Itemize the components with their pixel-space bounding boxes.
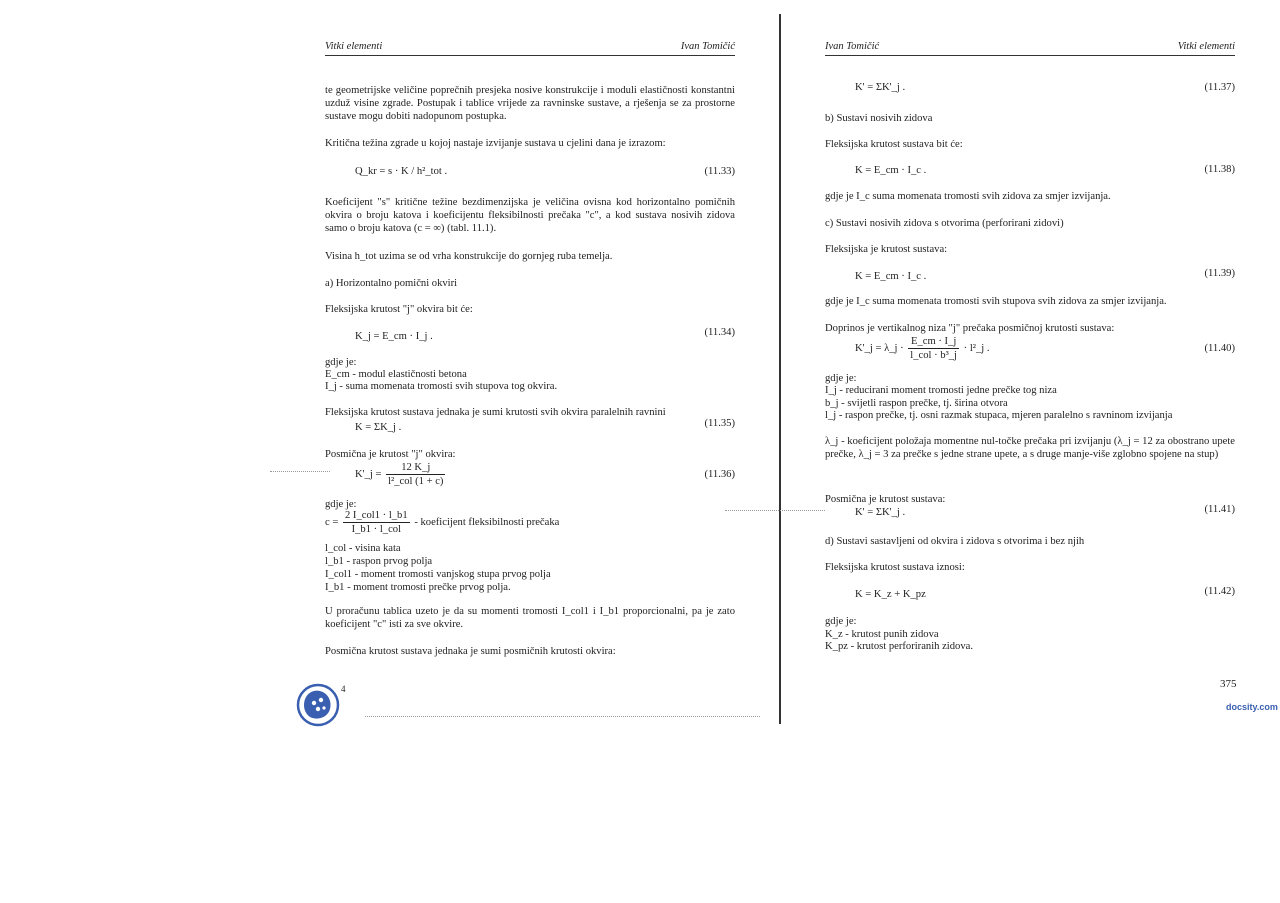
left-header-title: Vitki elementi [325,41,383,52]
equation-11-40-denominator: l_col · b³_j [910,350,958,361]
equation-number-11-36: (11.36) [704,469,735,480]
equation-11-37: K' = ΣK'_j . [855,82,906,93]
left-paragraph-4: Visina h_tot uzima se od vrha konstrukcije do gornjeg ruba temelja. [325,251,613,262]
equation-11-40-tail: · l²_j . [963,342,990,354]
definition-ecm: E_cm - modul elastičnosti betona [325,369,467,380]
equation-11-36-lhs: K'_j = [355,468,382,480]
section-heading-a: a) Horizontalno pomični okviri [325,278,458,289]
definition-ib1: I_b1 - moment tromosti prečke prvog polja. [325,582,511,593]
equation-11-41: K' = ΣK'_j . [855,507,906,518]
scan-dotted-trace [725,510,825,511]
left-paragraph-5: Fleksijska krutost "j" okvira bit će: [325,304,473,315]
equation-number-11-39: (11.39) [1204,268,1235,279]
equation-11-34: K_j = E_cm · I_j . [355,331,433,342]
where-label: gdje je: [325,357,357,368]
equation-number-11-37: (11.37) [1204,82,1235,93]
page-number: 375 [1220,678,1237,690]
right-paragraph-2: gdje je I_c suma momenata tromosti svih zidova za smjer izvijanja. [825,191,1111,202]
right-paragraph-5: Doprinos je vertikalnog niza "j" prečaka posmičnoj krutosti sustava: [825,323,1115,334]
coefficient-c-denominator: I_b1 · l_col [351,524,402,535]
left-paragraph-7: Posmična je krutost "j" okvira: [325,449,456,460]
coefficient-c-description: - koeficijent fleksibilnosti prečaka [414,516,560,528]
definition-icol1: I_col1 - moment tromosti vanjskog stupa prvog polja [325,569,551,580]
right-header-author: Ivan Tomičić [825,41,880,52]
scan-dotted-trace [270,471,330,472]
definition-lj: l_j - raspon prečke, tj. osni razmak stupaca, mjeren paralelno s ravninom izvijanja [825,410,1173,421]
where-label-right-2: gdje je: [825,616,857,627]
equation-number-11-34: (11.34) [704,327,735,338]
section-heading-b: b) Sustavi nosivih zidova [825,113,933,124]
equation-11-38: K = E_cm · I_c . [855,165,927,176]
definition-ij: I_j - suma momenata tromosti svih stupova tog okvira. [325,381,558,392]
left-page [325,40,735,657]
page-gutter [779,14,781,724]
where-label-right: gdje je: [825,373,857,384]
equation-number-11-33: (11.33) [704,166,735,177]
left-paragraph-8: U proračunu tablica uzeto je da su momenti tromosti I_col1 i I_b1 proporcionalni, pa je zato koeficijent "c" isti za sve okvire. [325,606,735,630]
equation-number-11-35: (11.35) [704,418,735,429]
equation-11-40-fraction [908,335,959,362]
equation-number-11-40: (11.40) [1204,343,1235,354]
definition-lambda: λ_j - koeficijent položaja momentne nul-točke prečaka pri izvijanju (λ_j = 12 za obostrano upete prečke, λ_j = 3 za prečke s jedne strane upete, a s druge manje-više zglobno spojene na stup) [825,436,1235,460]
coefficient-c-fraction [343,509,410,536]
right-header-title: Vitki elementi [1177,41,1235,52]
section-heading-d: d) Sustavi sastavljeni od okvira i zidova s otvorima i bez njih [825,536,1085,547]
equation-number-11-41: (11.41) [1204,504,1235,515]
right-paragraph-4: gdje je I_c suma momenata tromosti svih stupova svih zidova za smjer izvijanja. [825,296,1167,307]
where-label-2: gdje je: [325,499,357,510]
right-paragraph-6: Posmična je krutost sustava: [825,494,946,505]
right-page-header [825,40,1235,56]
left-paragraph-9: Posmična krutost sustava jednaka je sumi posmičnih krutosti okvira: [325,646,616,657]
definition-kz: K_z - krutost punih zidova [825,629,939,640]
section-heading-c: c) Sustavi nosivih zidova s otvorima (perforirani zidovi) [825,218,1064,229]
right-paragraph-7: Fleksijska krutost sustava iznosi: [825,562,965,573]
scan-dotted-trace [365,716,760,717]
equation-11-36-numerator: 12 K_j [386,461,445,475]
left-paragraph-2: Kritična težina zgrade u kojoj nastaje izvijanje sustava u cjelini dana je izrazom: [325,138,666,149]
definition-bj: b_j - svijetli raspon prečke, tj. širina otvora [825,398,1008,409]
left-paragraph-3: Koeficijent "s" kritične težine bezdimenzijska je veličina ovisna kod horizontalno pomičnih okvira o broju katova i koeficijentu fleksibilnosti prečaka "c", a kod sustava nosivih zidova samo o broju katova (c = ∞) (tabl. 11.1). [325,197,735,234]
right-paragraph-1: Fleksijska krutost sustava bit će: [825,139,963,150]
docsity-logo-icon [296,683,342,732]
equation-11-36-denominator: l²_col (1 + c) [388,476,444,487]
left-paragraph-6: Fleksijska krutost sustava jednaka je sumi krutosti svih okvira paralelnih ravnini [325,407,666,418]
equation-11-39: K = E_cm · I_c . [855,271,927,282]
definition-lcol: l_col - visina kata [325,543,401,554]
equation-11-36 [355,461,447,488]
definition-ij-right: I_j - reducirani moment tromosti jedne prečke tog niza [825,385,1057,396]
left-paragraph-1: te geometrijske veličine poprečnih presjeka nosive konstrukcije i moduli elastičnosti konstantni uzduž visine zgrade. Postupak i tablice vrijede za ravninske sustave, a rješenja se za prostorne sustave mogu dobiti nadopunom postupka. [325,85,735,122]
equation-11-35: K = ΣK_j . [355,422,402,433]
definition-lb1: l_b1 - raspon prvog polja [325,556,433,567]
equation-number-11-38: (11.38) [1204,164,1235,175]
coefficient-c-numerator: 2 I_col1 · l_b1 [344,510,408,521]
equation-number-11-42: (11.42) [1204,586,1235,597]
docsity-watermark[interactable]: docsity.com [1226,702,1278,712]
equation-11-33: Q_kr = s · K / h²_tot . [355,166,448,177]
logo-number: 4 [341,684,346,694]
left-page-header [325,40,735,56]
coefficient-c-definition [325,509,559,536]
definition-kpz: K_pz - krutost perforiranih zidova. [825,641,973,652]
equation-11-40 [855,335,990,362]
equation-11-40-numerator: E_cm · I_j [908,335,959,349]
left-header-author: Ivan Tomičić [680,41,735,52]
equation-11-40-lhs: K'_j = λ_j · [855,342,904,354]
equation-11-36-fraction [386,461,445,488]
coefficient-c-lhs: c = [325,516,339,528]
equation-11-42: K = K_z + K_pz [855,589,926,600]
right-paragraph-3: Fleksijska je krutost sustava: [825,244,948,255]
